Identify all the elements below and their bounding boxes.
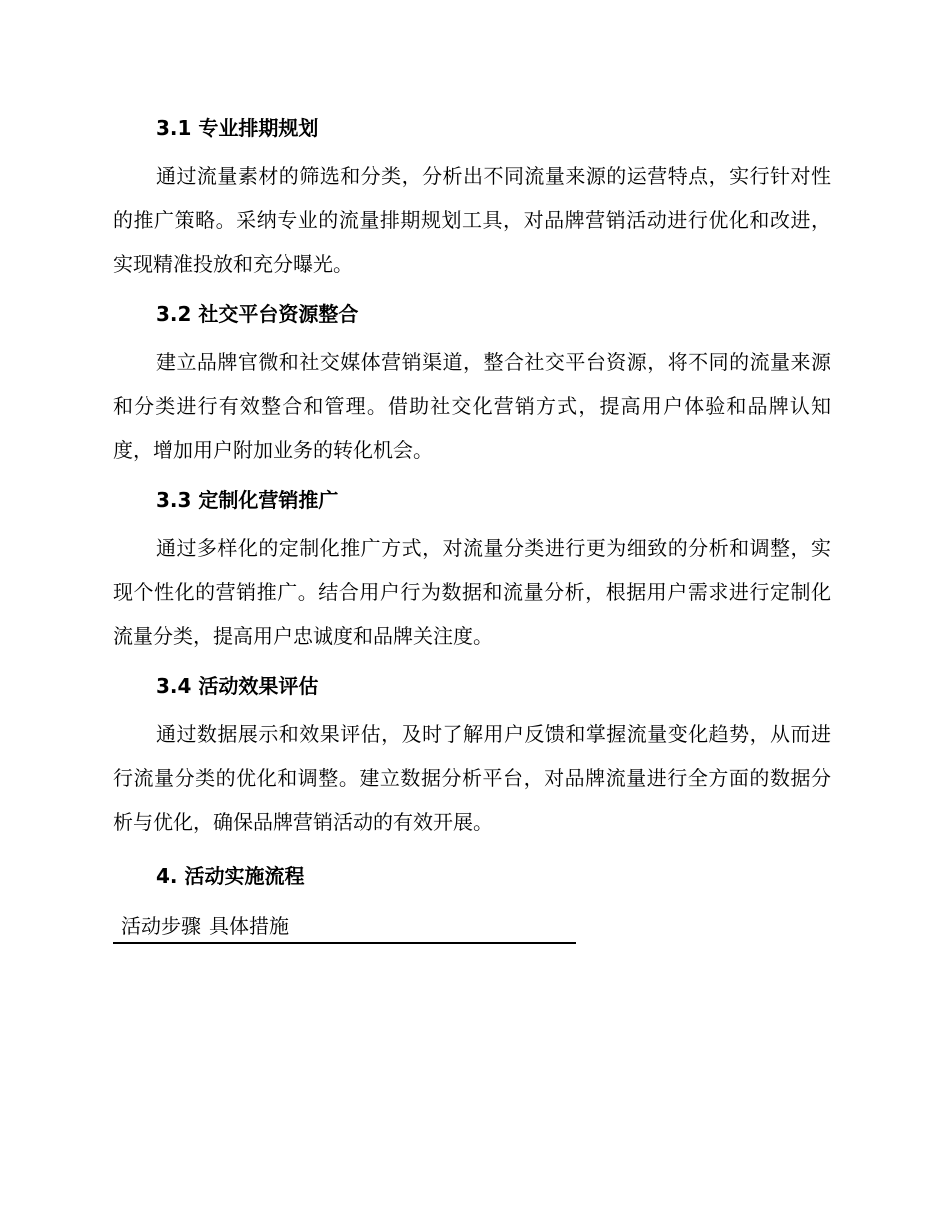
table-header-row: [113, 910, 576, 943]
section-heading-3-3: 3.3 定制化营销推广: [156, 488, 339, 512]
section-paragraph-3-2: 建立品牌官微和社交媒体营销渠道，整合社交平台资源，将不同的流量来源和分类进行有效整合和管理。借助社交化营销方式，提高用户体验和品牌认知度，增加用户附加业务的转化机会。: [113, 350, 831, 462]
table-header-measure: 具体措施: [201, 910, 576, 943]
process-table-wrapper: [113, 910, 576, 944]
process-table: [113, 910, 576, 944]
document-body: [113, 108, 831, 944]
major-heading-4: 4. 活动实施流程: [156, 864, 305, 888]
section-paragraph-3-3: 通过多样化的定制化推广方式，对流量分类进行更为细致的分析和调整，实现个性化的营销推广。结合用户行为数据和流量分析，根据用户需求进行定制化流量分类，提高用户忠诚度和品牌关注度。: [113, 536, 831, 648]
table-header-step: 活动步骤: [113, 910, 201, 943]
section-heading-3-1: 3.1 专业排期规划: [156, 116, 319, 140]
section-heading-3-4: 3.4 活动效果评估: [156, 674, 319, 698]
section-paragraph-3-1: 通过流量素材的筛选和分类，分析出不同流量来源的运营特点，实行针对性的推广策略。采纳专业的流量排期规划工具，对品牌营销活动进行优化和改进，实现精准投放和充分曝光。: [113, 164, 831, 276]
section-paragraph-3-4: 通过数据展示和效果评估，及时了解用户反馈和掌握流量变化趋势，从而进行流量分类的优化和调整。建立数据分析平台，对品牌流量进行全方面的数据分析与优化，确保品牌营销活动的有效开展。: [113, 722, 831, 834]
section-heading-3-2: 3.2 社交平台资源整合: [156, 302, 359, 326]
